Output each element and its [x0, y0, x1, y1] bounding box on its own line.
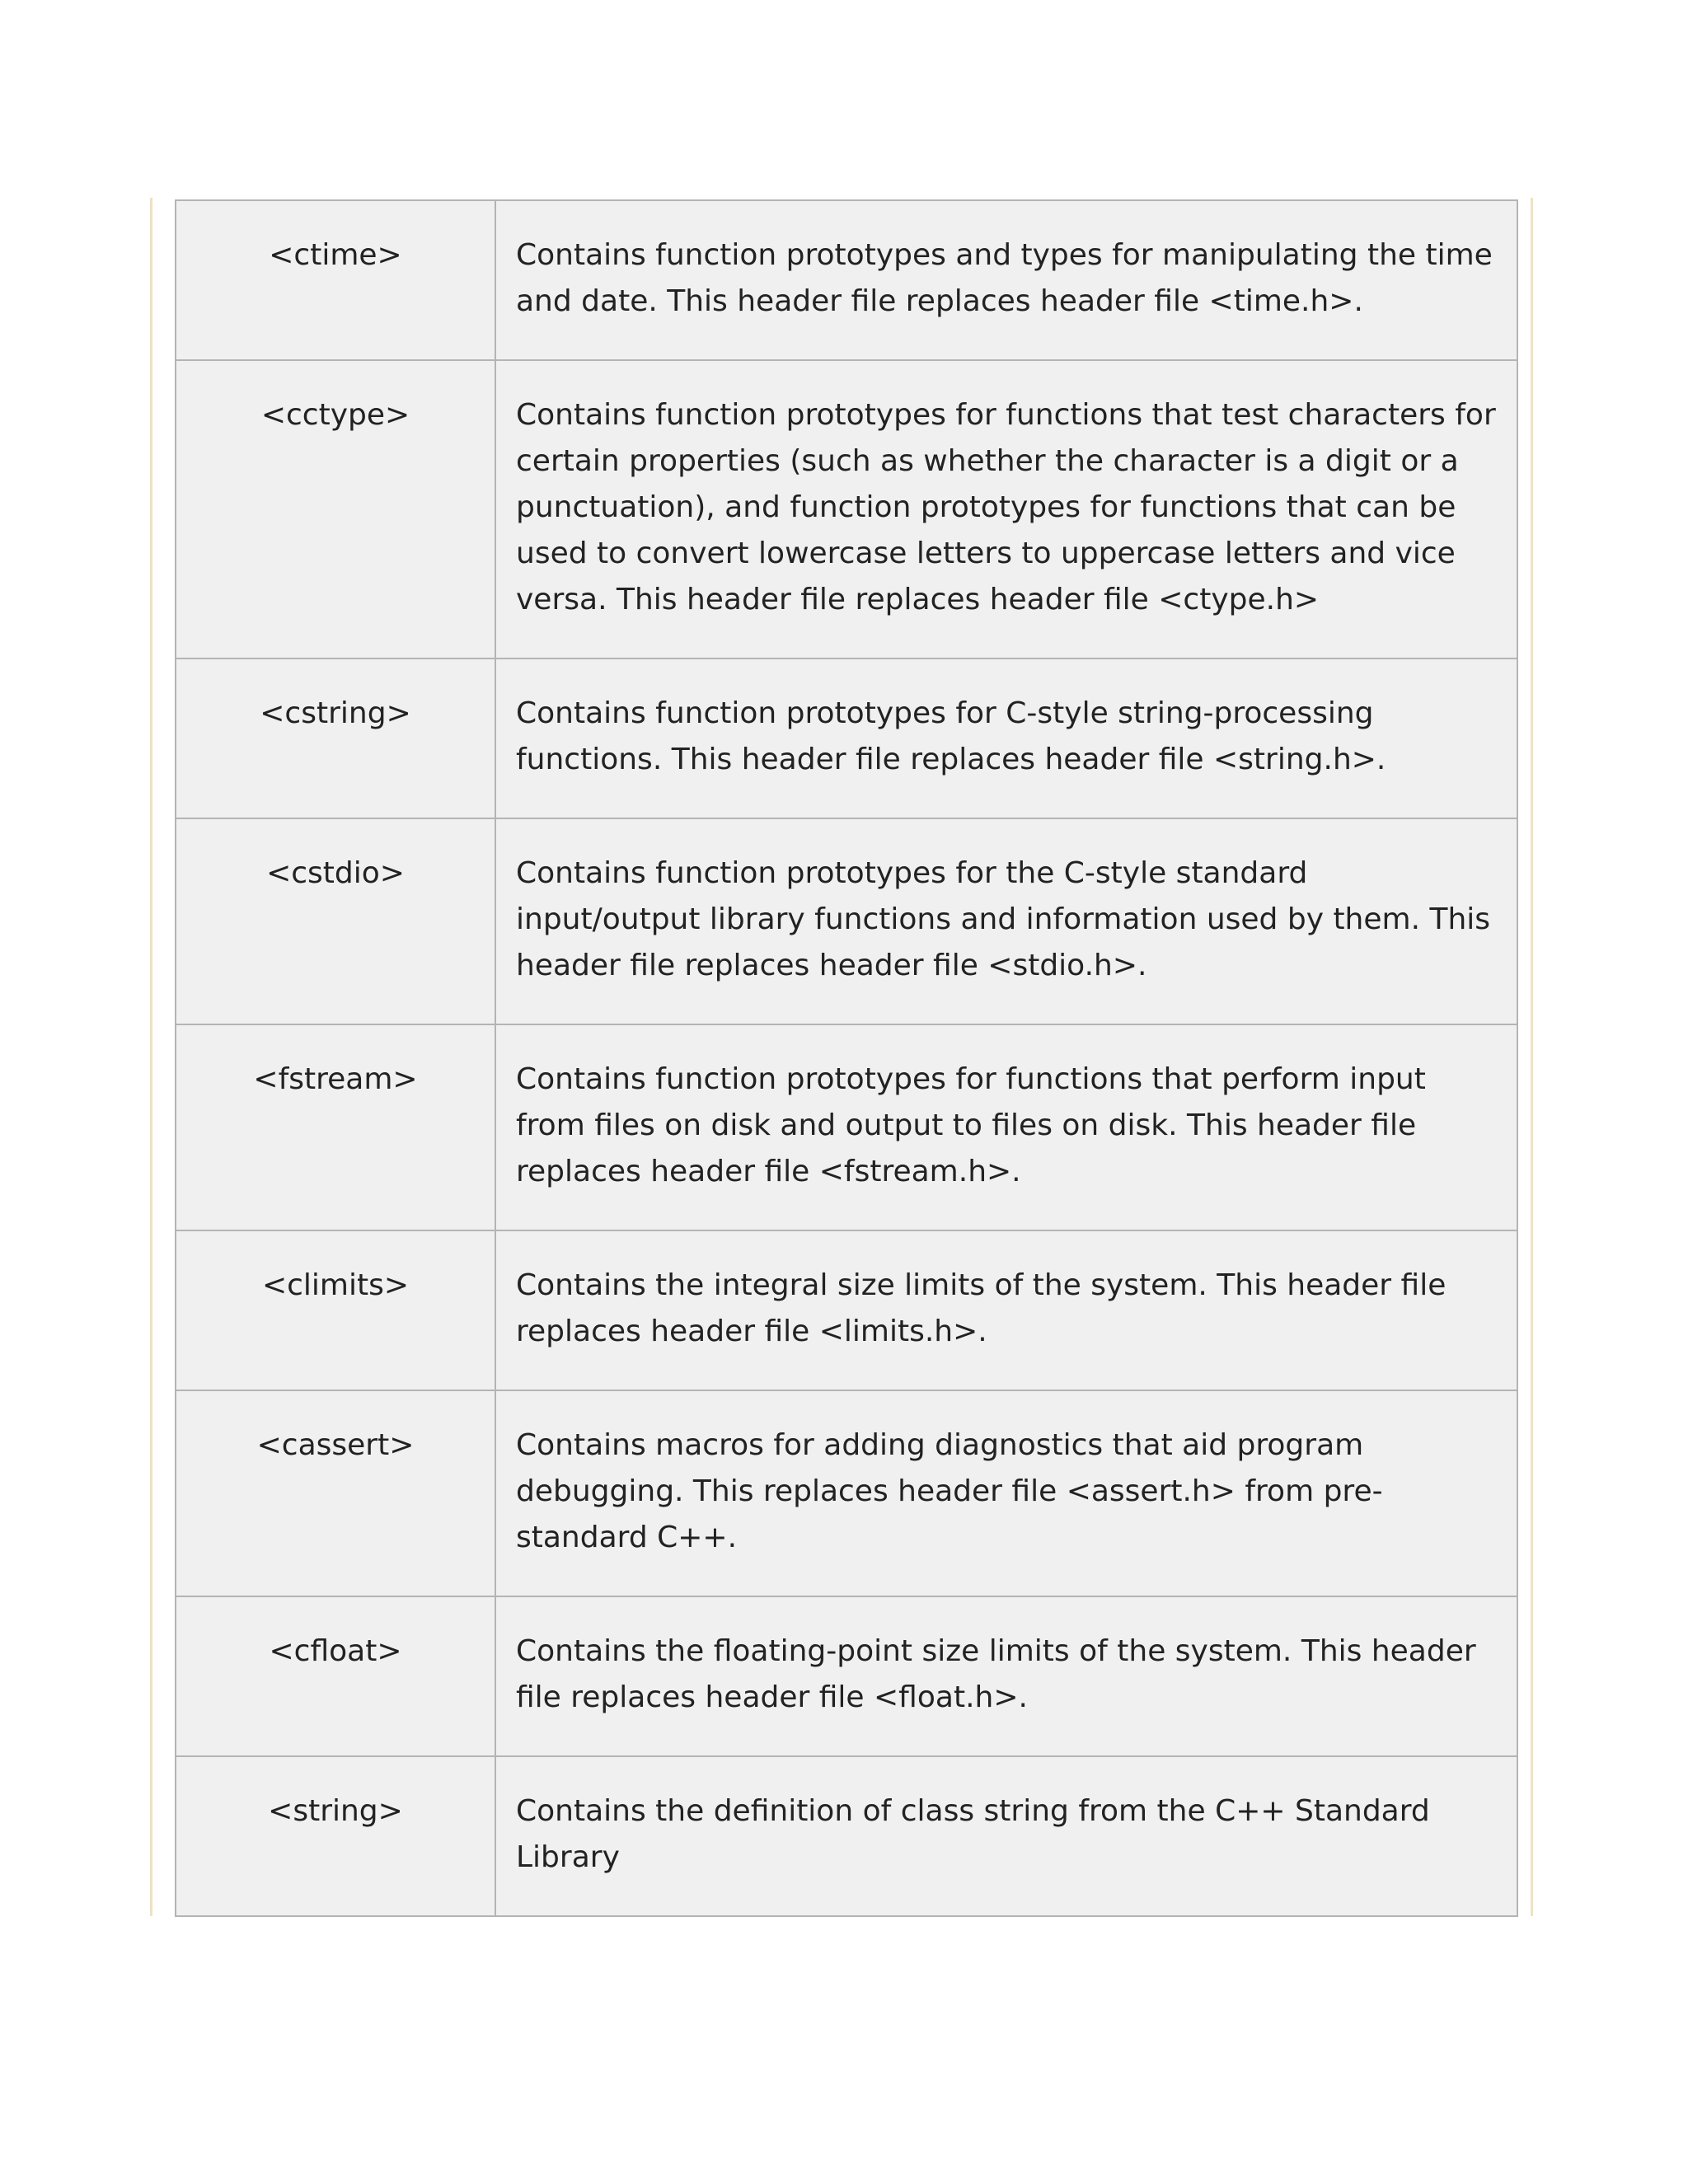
table-row: [176, 360, 1517, 658]
header-name-cell: <fstream>: [176, 1024, 495, 1230]
header-name-cell: <cctype>: [176, 360, 495, 658]
header-name-cell: <cfloat>: [176, 1596, 495, 1756]
header-description-cell: Contains function prototypes and types for manipulating the time and date. This header file replaces header file <time.h>.: [495, 200, 1517, 360]
header-description-cell: Contains the floating-point size limits of the system. This header file replaces header file <float.h>.: [495, 1596, 1517, 1756]
header-description-cell: Contains function prototypes for C-style string-processing functions. This header file replaces header file <string.h>.: [495, 658, 1517, 818]
header-description-cell: Contains function prototypes for functions that perform input from files on disk and output to files on disk. This header file replaces header file <fstream.h>.: [495, 1024, 1517, 1230]
header-name-cell: <ctime>: [176, 200, 495, 360]
table-row: [176, 200, 1517, 360]
table-row: [176, 1230, 1517, 1390]
header-description-cell: Contains the integral size limits of the system. This header file replaces header file <limits.h>.: [495, 1230, 1517, 1390]
header-description-cell: Contains macros for adding diagnostics that aid program debugging. This replaces header file <assert.h> from pre-standard C++.: [495, 1390, 1517, 1596]
table-row: [176, 1024, 1517, 1230]
table-row: [176, 1390, 1517, 1596]
header-description-cell: Contains function prototypes for functions that test characters for certain properties (such as whether the character is a digit or a punctuation), and function prototypes for functions that can be used to convert lowercase letters to uppercase letters and vice versa. This header file replaces header file <ctype.h>: [495, 360, 1517, 658]
header-files-table-body: [176, 200, 1517, 1916]
header-description-cell: Contains function prototypes for the C-style standard input/output library functions and information used by them. This header file replaces header file <stdio.h>.: [495, 818, 1517, 1024]
page-margin-rule-right: [1531, 198, 1533, 1916]
header-name-cell: <cstdio>: [176, 818, 495, 1024]
table-row: [176, 1756, 1517, 1916]
header-name-cell: <climits>: [176, 1230, 495, 1390]
header-name-cell: <cstring>: [176, 658, 495, 818]
table-row: [176, 818, 1517, 1024]
header-name-cell: <cassert>: [176, 1390, 495, 1596]
header-description-cell: Contains the definition of class string from the C++ Standard Library: [495, 1756, 1517, 1916]
table-row: [176, 1596, 1517, 1756]
header-name-cell: <string>: [176, 1756, 495, 1916]
table-row: [176, 658, 1517, 818]
header-files-table: [175, 199, 1518, 1917]
page-margin-rule-left: [150, 198, 152, 1916]
